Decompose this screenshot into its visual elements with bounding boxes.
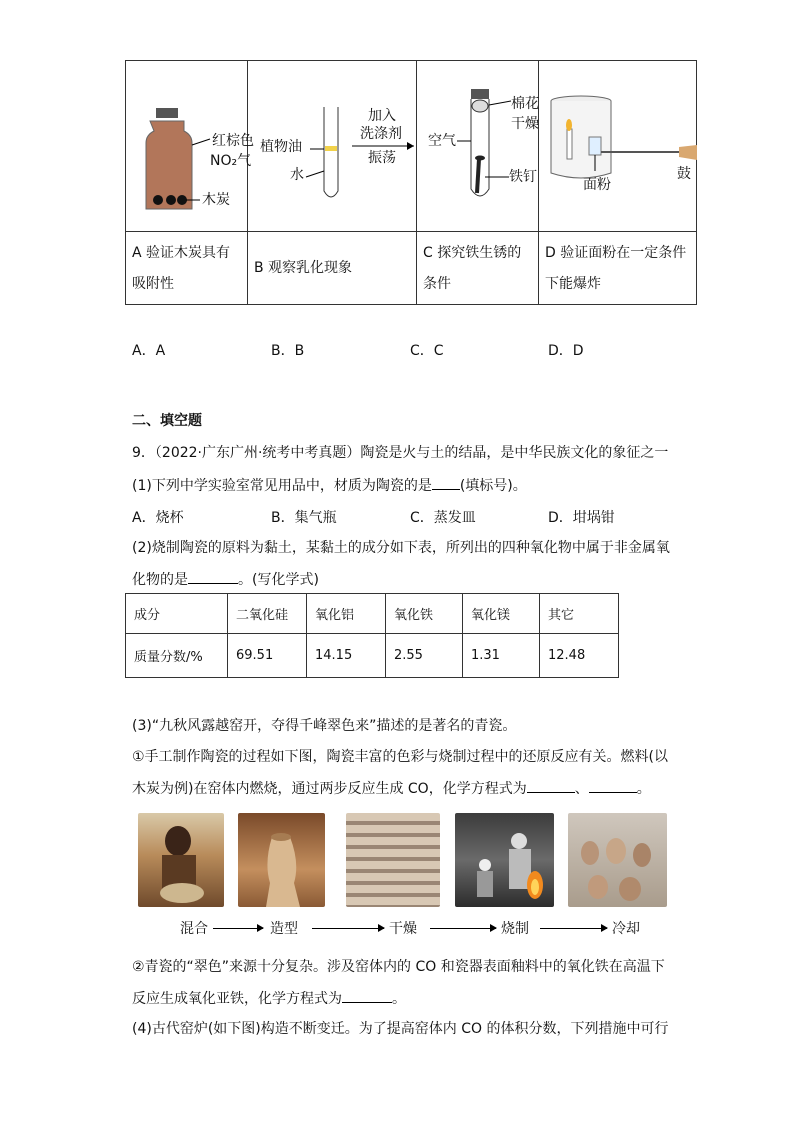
table-cell: 氧化镁 (463, 594, 540, 634)
separator: 、 (574, 781, 589, 797)
exp-a-figure (126, 61, 254, 232)
q9-part2-text: 化物的是 (132, 572, 188, 588)
label-bellows: 鼓 (677, 166, 691, 182)
exp-a-caption: A 验证木炭具有吸附性 (132, 245, 231, 292)
q8-option-d[interactable]: D．D (548, 343, 584, 359)
experiment-table (125, 60, 697, 305)
table-cell: 质量分数/% (126, 634, 228, 678)
label-iron-nail: 铁钉 (509, 169, 537, 185)
q9-part1 (132, 475, 527, 496)
flow-step-dry: 干燥 (389, 921, 417, 937)
exp-b-figure (248, 61, 417, 232)
q9-part3-1-line1: ①手工制作陶瓷的过程如下图，陶瓷丰富的色彩与烧制过程中的还原反应有关。燃料(以 (132, 749, 669, 765)
q9-part3-1-text: 木炭为例)在窑体内燃烧，通过两步反应生成 CO，化学方程式为 (132, 781, 527, 797)
q9-stem: 9．（2022·广东广州·统考中考真题）陶瓷是火与土的结晶，是中华民族文化的象征之一 (132, 445, 669, 461)
flow-arrow-icon (540, 928, 607, 929)
exp-c-caption: C 探究铁生锈的条件 (423, 245, 522, 292)
label-water: 水 (290, 167, 304, 183)
photo-shaping (238, 813, 325, 907)
section-title: 二、填空题 (132, 413, 202, 429)
table-cell: 14.15 (307, 634, 386, 678)
q9-part2-line2 (132, 569, 319, 590)
table-row (126, 634, 619, 678)
label-no2: NO₂气 (210, 153, 252, 169)
label-add: 加入 (368, 108, 396, 124)
equation-blank-2[interactable] (589, 778, 637, 793)
q9-part2-tail: 。(写化学式) (238, 572, 319, 588)
table-cell: 氧化铁 (386, 594, 463, 634)
photo-firing (455, 813, 554, 907)
table-cell: 1.31 (463, 634, 540, 678)
table-cell: 2.55 (386, 634, 463, 678)
composition-table (125, 593, 619, 678)
label-charcoal: 木炭 (202, 192, 230, 208)
q9-part4: (4)古代窑炉(如下图)构造不断变迁。为了提高窑体内 CO 的体积分数，下列措施中可行 (132, 1021, 669, 1037)
flow-arrow-icon (213, 928, 263, 929)
exp-c-figure (417, 61, 539, 232)
equation-blank-3[interactable] (342, 988, 392, 1003)
q9-part3-1-line2 (132, 778, 651, 799)
flow-step-shape: 造型 (270, 921, 298, 937)
table-cell: 69.51 (228, 634, 307, 678)
label-dry: 干燥 (511, 116, 539, 132)
q9-part1-option-a[interactable]: A．烧杯 (132, 510, 184, 526)
exp-b-caption: B 观察乳化现象 (254, 259, 353, 276)
equation-blank-1[interactable] (527, 778, 575, 793)
q9-part2-line1: (2)烧制陶瓷的原料为黏土，某黏土的成分如下表，所列出的四种氧化物中属于非金属氧 (132, 540, 670, 556)
label-red-brown: 红棕色 (212, 133, 254, 149)
photo-mixing (138, 813, 224, 907)
photo-cooling (568, 813, 667, 907)
exp-d-caption: D 验证面粉在一定条件下能爆炸 (545, 245, 687, 292)
period: 。 (392, 991, 406, 1007)
q9-part1-option-d[interactable]: D．坩埚钳 (548, 510, 615, 526)
q9-part1-tail: (填标号)。 (459, 478, 527, 494)
label-detergent: 洗涤剂 (360, 126, 402, 142)
q9-part1-blank[interactable] (432, 475, 460, 490)
q9-part1-text: (1)下列中学实验室常见用品中，材质为陶瓷的是 (132, 478, 432, 494)
q8-option-a[interactable]: A．A (132, 343, 166, 359)
q9-part3-2-line1: ②青瓷的“翠色”来源十分复杂。涉及窑体内的 CO 和瓷器表面釉料中的氧化铁在高温下 (132, 959, 665, 975)
flow-step-mix: 混合 (180, 921, 208, 937)
exp-d-figure (539, 61, 697, 232)
q9-part3-2-text: 反应生成氧化亚铁，化学方程式为 (132, 991, 342, 1007)
label-shake: 振荡 (368, 150, 396, 166)
table-cell: 其它 (540, 594, 619, 634)
flow-arrow-icon (430, 928, 496, 929)
q9-part3-2-line2 (132, 988, 406, 1009)
q9-part2-blank[interactable] (188, 569, 238, 584)
flour-explosion-diagram (539, 61, 697, 227)
table-cell: 成分 (126, 594, 228, 634)
table-header-row (126, 594, 619, 634)
q9-part1-option-b[interactable]: B．集气瓶 (271, 510, 337, 526)
table-cell: 12.48 (540, 634, 619, 678)
label-flour: 面粉 (583, 177, 611, 193)
q9-part1-option-c[interactable]: C．蒸发皿 (410, 510, 476, 526)
flow-step-cool: 冷却 (612, 921, 640, 937)
table-cell: 二氧化硅 (228, 594, 307, 634)
label-air: 空气 (428, 133, 456, 149)
q8-option-b[interactable]: B．B (271, 343, 305, 359)
table-cell: 氧化铝 (307, 594, 386, 634)
q8-option-c[interactable]: C．C (410, 343, 444, 359)
flow-step-fire: 烧制 (501, 921, 529, 937)
q9-part3: (3)“九秋风露越窑开，夺得千峰翠色来”描述的是著名的青瓷。 (132, 718, 517, 734)
flow-arrow-icon (312, 928, 384, 929)
photo-drying (346, 813, 440, 907)
period: 。 (636, 781, 651, 797)
label-vegetable-oil: 植物油 (260, 139, 302, 155)
label-cotton: 棉花 (511, 96, 539, 112)
